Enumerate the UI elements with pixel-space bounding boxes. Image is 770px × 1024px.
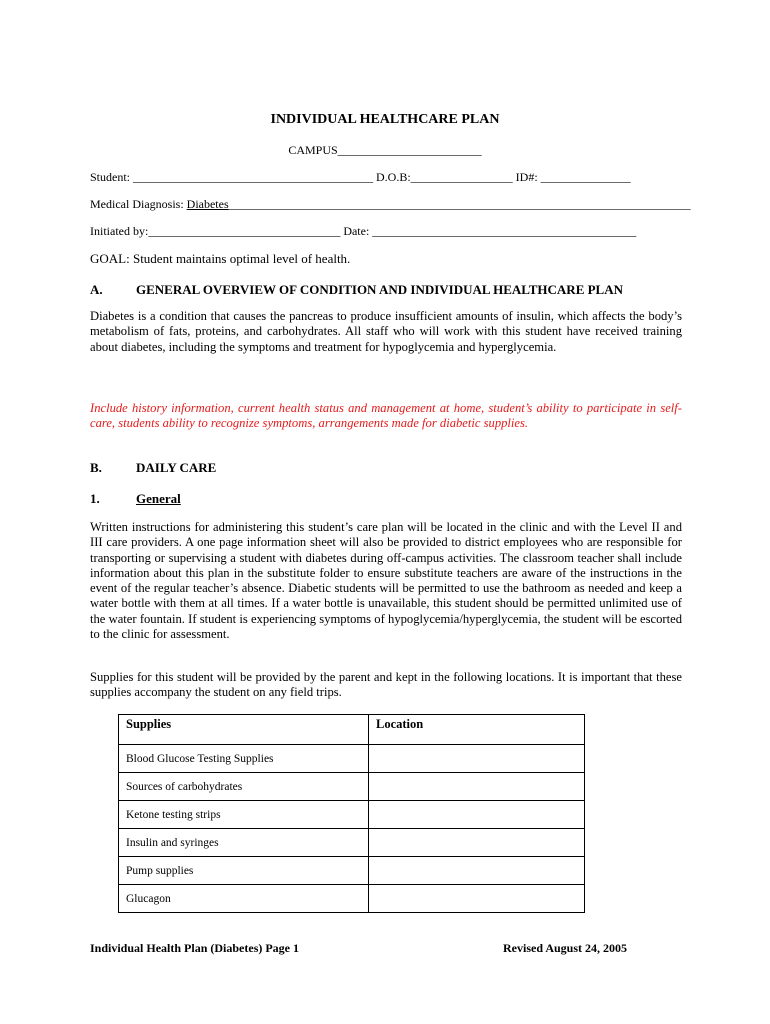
location-cell xyxy=(369,829,585,857)
document-title: INDIVIDUAL HEALTHCARE PLAN xyxy=(270,112,500,127)
section-b-title: DAILY CARE xyxy=(136,460,217,475)
medical-diagnosis-trail: _____________________________________________________________________________ xyxy=(228,197,691,211)
general-paragraph: Written instructions for administering this student’s care plan will be located in the clinic and with the Level II and III care providers. A one page information sheet will also be provided to district employees who are responsible for transporting or supervising a student with diabetes during off-campus activities. The classroom teacher shall include information about this plan in the substitute folder to ensure substitute teachers are aware of the instructions in the event of the regular teacher’s absence. Diabetic students will be permitted to use the bathroom as needed and keep a water bottle with them at all times. If a water bottle is unavailable, this student should be permitted unlimited use of the water fountain. If student is experiencing symptoms of hypoglycemia/hyperglycemia, the student will be escorted to the clinic for assessment. xyxy=(90,520,682,642)
medical-diagnosis-label: Medical Diagnosis: xyxy=(90,197,187,211)
footer-right: Revised August 24, 2005 xyxy=(503,941,628,955)
location-cell xyxy=(369,745,585,773)
section-a-letter: A. xyxy=(90,282,103,297)
medical-diagnosis-line xyxy=(90,197,691,212)
table-row xyxy=(119,773,585,801)
section-a-title: GENERAL OVERVIEW OF CONDITION AND INDIVIDUAL HEALTHCARE PLAN xyxy=(136,282,624,297)
student-line: Student: ________________________________________ D.O.B:_________________ ID#: _______________ xyxy=(90,170,631,184)
table-row xyxy=(119,745,585,773)
supply-item: Glucagon xyxy=(119,885,369,913)
table-row xyxy=(119,829,585,857)
instruction-note: Include history information, current health status and management at home, student’s ability to participate in self-care, students ability to recognize symptoms, arrangements made for diabetic supplies. xyxy=(90,401,682,431)
table-row xyxy=(119,857,585,885)
initiated-line: Initiated by:________________________________ Date: ____________________________________________ xyxy=(90,224,637,238)
supplies-header: Supplies xyxy=(119,715,369,745)
table-row xyxy=(119,885,585,913)
supply-item: Insulin and syringes xyxy=(119,829,369,857)
goal-statement: GOAL: Student maintains optimal level of health. xyxy=(90,251,351,266)
table-header-row xyxy=(119,715,585,745)
location-cell xyxy=(369,801,585,829)
location-cell xyxy=(369,773,585,801)
location-cell xyxy=(369,885,585,913)
supply-item: Pump supplies xyxy=(119,857,369,885)
subsection-1-title: General xyxy=(136,491,181,506)
location-header: Location xyxy=(369,715,585,745)
supply-item: Blood Glucose Testing Supplies xyxy=(119,745,369,773)
supply-item: Sources of carbohydrates xyxy=(119,773,369,801)
section-b-letter: B. xyxy=(90,460,102,475)
supplies-table xyxy=(118,714,585,913)
footer-left: Individual Health Plan (Diabetes) Page 1 xyxy=(90,941,300,955)
campus-line: CAMPUS________________________ xyxy=(288,143,482,157)
supply-item: Ketone testing strips xyxy=(119,801,369,829)
section-a-paragraph: Diabetes is a condition that causes the pancreas to produce insufficient amounts of insulin, which affects the body’s metabolism of fats, proteins, and carbohydrates. All staff who will work with this student have received training about diabetes, including the symptoms and treatment for hypoglycemia and hyperglycemia. xyxy=(90,309,682,354)
supplies-paragraph: Supplies for this student will be provided by the parent and kept in the following locations. It is important that these supplies accompany the student on any field trips. xyxy=(90,670,682,700)
subsection-1-number: 1. xyxy=(90,491,100,506)
table-row xyxy=(119,801,585,829)
medical-diagnosis-value: Diabetes xyxy=(186,197,229,211)
location-cell xyxy=(369,857,585,885)
